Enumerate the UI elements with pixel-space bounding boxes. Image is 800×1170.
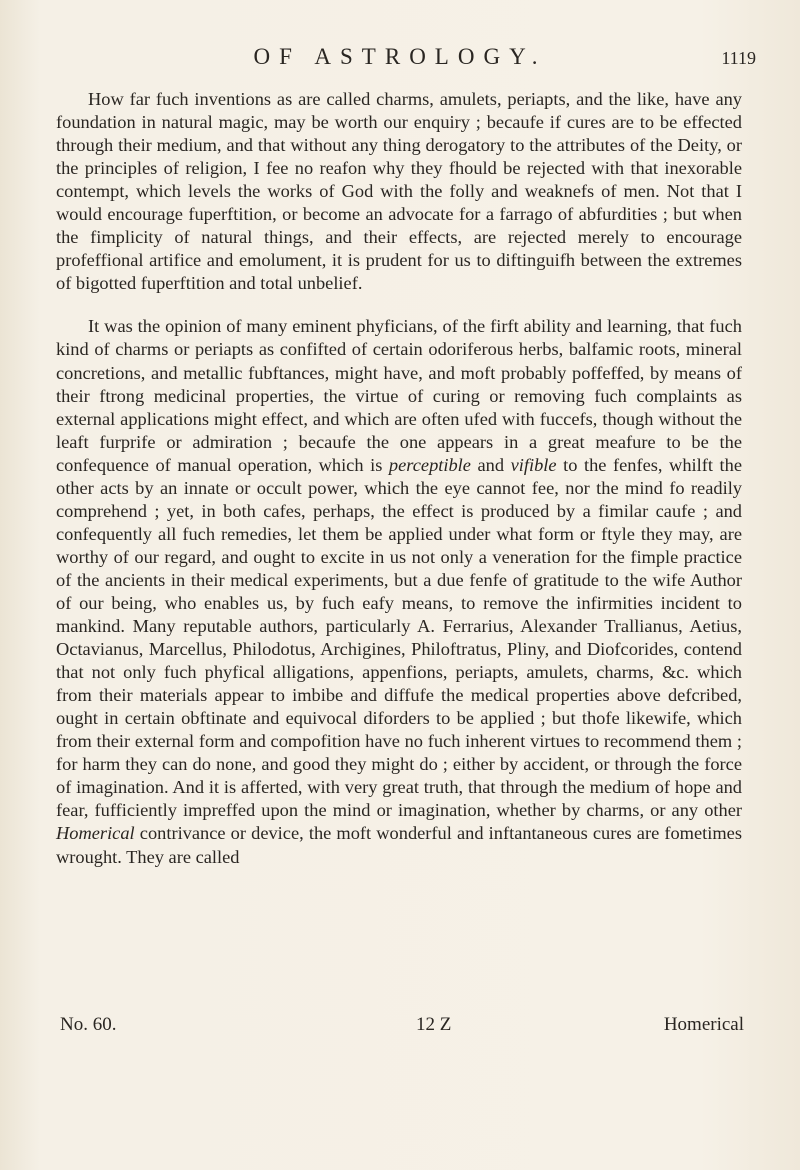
paragraph-2-text-b: and [470, 454, 511, 475]
paragraph-2 [56, 315, 742, 868]
paragraph-1-text: How far fuch inventions as are called charms, amulets, periapts, and the like, have any foundation in natural magic, may be worth our enquiry ; becaufe if cures are to be effected through their medium, and that without any thing derogatory to the attributes of the Deity, or the principles of religion, I fee no reafon why they fhould be rejected with that inexorable contempt, which levels the works of God with the folly and weaknefs of men. Not that I would encourage fuperftition, or become an advocate for a farrago of abfurdities ; but when the fimplicity of natural things, and their effects, are rejected merely to encourage profeffional artifice and emolument, it is prudent for us to diftinguifh between the extremes of bigotted fuperftition and total unbelief. [56, 89, 742, 294]
paragraph-2-text-c: to the fenfes, whilft the other acts by an innate or occult power, which the eye cannot fee, nor the mind fo readily comprehend ; yet, in both cafes, perhaps, the effect is produced by a fimilar caufe ; and confequently all fuch remedies, let them be applied under what form or ftyle they may, are worthy of our regard, and ought to excite in us not only a veneration for the fimple practice of the ancients in their medical experiments, but a due fenfe of gratitude to the wife Author of our being, who enables us, by fuch eafy means, to remove the infirmities incident to mankind. Many reputable authors, particularly A. Ferrarius, Alexander Trallianus, Aetius, Octavianus, Marcellus, Philodotus, Archigines, Philoftratus, Pliny, and Diofcorides, contend that not only fuch phyfical alligations, appenfions, periapts, amulets, charms, &c. which from their materials appear to imbibe and diffufe the medical properties above defcribed, ought in certain obftinate and equivocal diforders to be applied ; but thofe likewife, which from their external form and compofition have no fuch inherent virtues to recommend them ; for harm they can do none, and good they might do ; either by accident, or through the force of imagination. And it is afferted, with very great truth, that through the medium of hope and fear, fufficiently impreffed upon the mind or imagination, whether by charms, or any other [56, 454, 743, 821]
running-head [60, 44, 756, 78]
signature-mark: 12 Z [416, 1014, 452, 1035]
page-footer [60, 1014, 744, 1040]
body-text [56, 88, 742, 869]
issue-number: No. 60. [60, 1014, 117, 1035]
catchword: Homerical [663, 1014, 744, 1035]
running-head-title: OF ASTROLOGY. [253, 44, 547, 69]
paragraph-1 [56, 88, 742, 295]
page-number: 1119 [721, 48, 756, 68]
italic-word-vifible: vifible [510, 454, 557, 475]
italic-word-perceptible: perceptible [388, 454, 471, 475]
paragraph-2-text-a: It was the opinion of many eminent phyficians, of the firft ability and learning, that fuch kind of charms or periapts as confifted of certain odoriferous herbs, balfamic roots, mineral concretions, and metallic fubftances, might have, and moft probably poffeffed, by means of their ftrong medicinal properties, the virtue of curing or removing fuch complaints as external applications might effect, and which are often ufed with fuccefs, though without the leaft furprife or admiration ; becaufe the one appears in a great meafure to be the confequence of manual operation, which is [56, 316, 742, 475]
paragraph-2-text-d: contrivance or device, the moft wonderful and inftantaneous cures are fometimes wrought. They are called [56, 823, 742, 867]
italic-word-homerical: Homerical [56, 823, 135, 844]
